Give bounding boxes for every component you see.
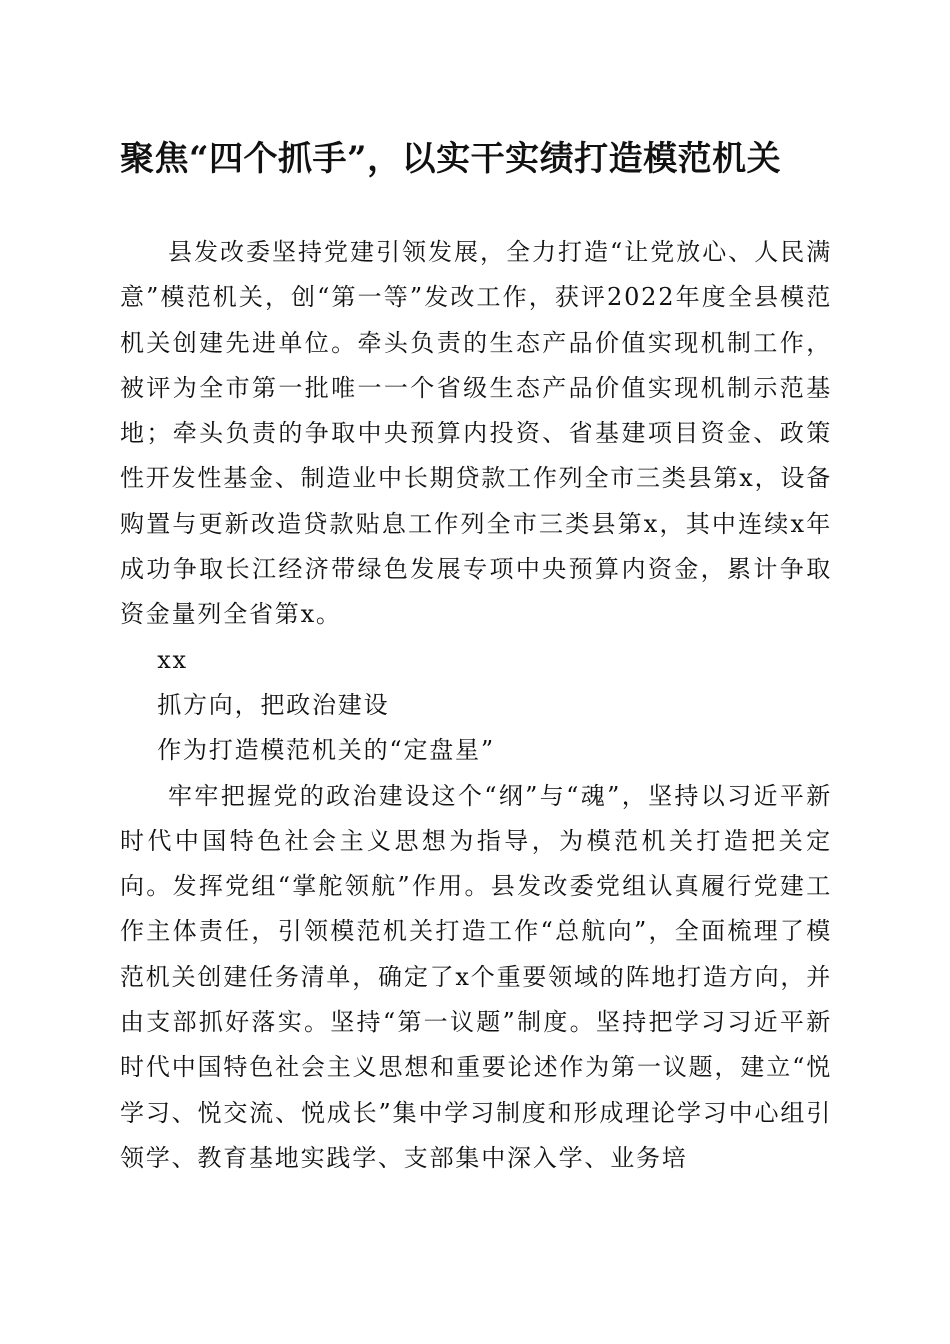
section-marker: xx bbox=[157, 645, 188, 674]
section-heading-line-1: 抓方向，把政治建设 bbox=[157, 690, 390, 719]
intro-paragraph: 县发改委坚持党建引领发展，全力打造“让党放心、人民满意”模范机关，创“第一等”发改工作，获评2022年度全县模范机关创建先进单位。牵头负责的生态产品价值实现机制工作，被评为全市第一批唯一一个省级生态产品价值实现机制示范基地；牵头负责的争取中央预算内投资、省基建项目资金、政策性开发性基金、制造业中长期贷款工作列全市三类县第x，设备购置与更新改造贷款贴息工作列全市三类县第x，其中连续x年成功争取长江经济带绿色发展专项中央预算内资金，累计争取资金量列全省第x。 bbox=[120, 238, 832, 629]
section-paragraph: 牢牢把握党的政治建设这个“纲”与“魂”，坚持以习近平新时代中国特色社会主义思想为指导，为模范机关打造把关定向。发挥党组“掌舵领航”作用。县发改委党组认真履行党建工作主体责任，引领模范机关打造工作“总航向”，全面梳理了模范机关创建任务清单，确定了x个重要领域的阵地打造方向，并由支部抓好落实。坚持“第一议题”制度。坚持把学习习近平新时代中国特色社会主义思想和重要论述作为第一议题，建立“悦学习、悦交流、悦成长”集中学习制度和形成理论学习中心组引领学、教育基地实践学、支部集中深入学、业务培 bbox=[120, 781, 832, 1172]
document-title: 聚焦“四个抓手”，以实干实绩打造模范机关 bbox=[120, 139, 782, 179]
section-heading-line-2: 作为打造模范机关的“定盘星” bbox=[157, 736, 495, 765]
document-body bbox=[120, 230, 832, 1181]
